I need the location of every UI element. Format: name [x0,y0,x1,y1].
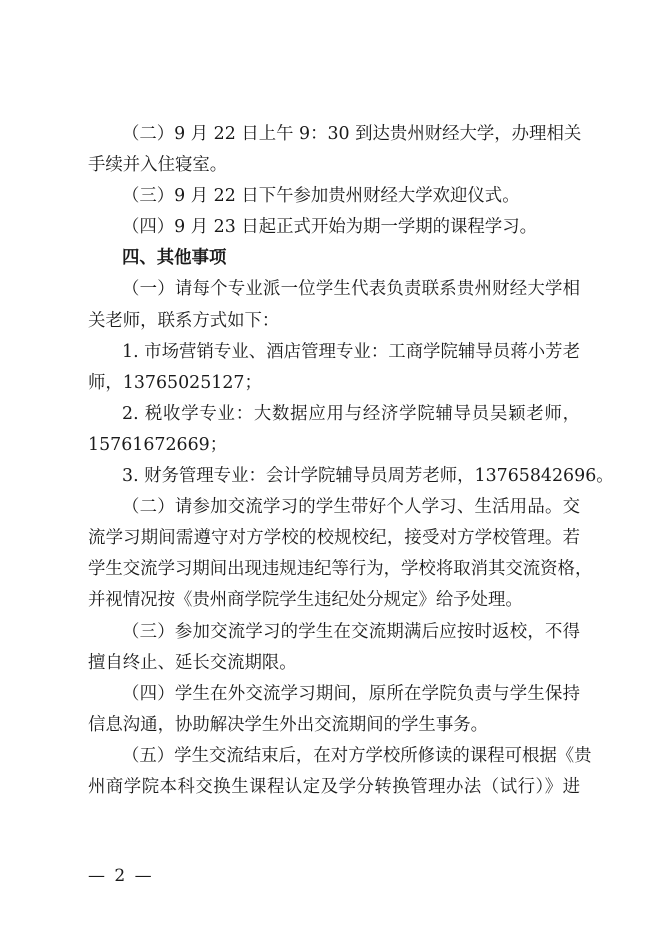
text-line: （二）9 月 22 日上午 9：30 到达贵州财经大学，办理相关 [122,124,582,144]
text-line: 信息沟通，协助解决学生外出交流期间的学生事务。 [88,714,488,735]
section-heading: 四、其他事项 [122,248,227,269]
document-body [88,119,614,803]
text-line: 擅自终止、延长交流期限。 [88,652,297,673]
text-line: （三）9 月 22 日下午参加贵州财经大学欢迎仪式。 [122,186,520,207]
text-line: 2. 税收学专业：大数据应用与经济学院辅导员吴颖老师， [122,403,580,424]
text-line: 手续并入住寝室。 [88,155,228,176]
text-line: 1. 市场营销专业、酒店管理专业：工商学院辅导员蒋小芳老 [122,341,580,362]
text-line: 3. 财务管理专业：会计学院辅导员周芳老师，13765842696。 [122,466,614,487]
text-line: 师，13765025127； [88,372,262,393]
text-line: （四）9 月 23 日起正式开始为期一学期的课程学习。 [122,217,537,238]
text-line: （三）参加交流学习的学生在交流期满后应按时返校，不得 [122,621,580,642]
page-number: — 2 — [88,866,154,886]
text-line: （一）请每个专业派一位学生代表负责联系贵州财经大学相 [122,279,580,300]
text-line: （五）学生交流结束后，在对方学校所修读的课程可根据《贵 [122,745,592,766]
text-line: 州商学院本科交换生课程认定及学分转换管理办法（试行）》进 [88,776,580,797]
text-line: （四）学生在外交流学习期间，原所在学院负责与学生保持 [122,683,580,704]
text-line: 15761672669； [88,434,228,455]
text-line: 关老师，联系方式如下： [88,310,280,331]
text-line: 学生交流学习期间出现违规违纪等行为，学校将取消其交流资格， [88,559,593,580]
text-line: 流学习期间需遵守对方学校的校规校纪，接受对方学校管理。若 [88,528,580,549]
text-line: 并视情况按《贵州商学院学生违纪处分规定》给予处理。 [88,590,523,611]
text-line: （二）请参加交流学习的学生带好个人学习、生活用品。交 [122,497,580,518]
